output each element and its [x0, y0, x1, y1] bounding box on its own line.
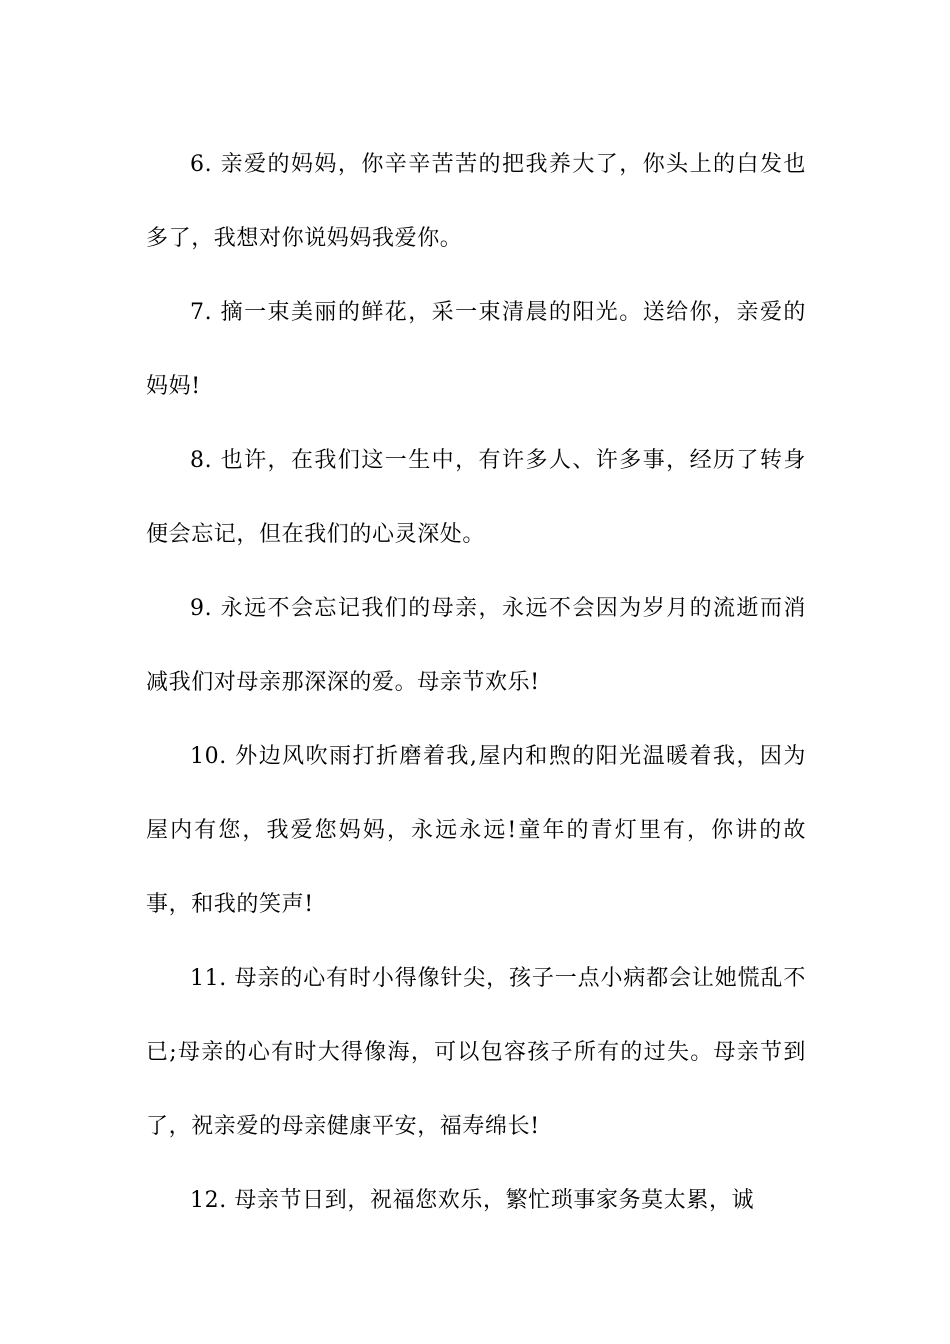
paragraph-9: 9. 永远不会忘记我们的母亲，永远不会因为岁月的流逝而消减我们对母亲那深深的爱。母亲节欢乐!	[146, 596, 806, 695]
paragraph-8: 8. 也许，在我们这一生中，有许多人、许多事，经历了转身便会忘记，但在我们的心灵深处。	[146, 448, 806, 547]
paragraph-12: 12. 母亲节日到，祝福您欢乐，繁忙琐事家务莫太累，诚	[190, 1188, 755, 1213]
paragraph-11: 11. 母亲的心有时小得像针尖，孩子一点小病都会让她慌乱不已;母亲的心有时大得像海，可以包容孩子所有的过失。母亲节到了，祝亲爱的母亲健康平安，福寿绵长!	[146, 966, 806, 1139]
paragraph-7: 7. 摘一束美丽的鲜花，采一束清晨的阳光。送给你，亲爱的妈妈!	[146, 300, 806, 399]
paragraph-6: 6. 亲爱的妈妈，你辛辛苦苦的把我养大了，你头上的白发也多了，我想对你说妈妈我爱你。	[146, 152, 806, 251]
paragraph-10: 10. 外边风吹雨打折磨着我,屋内和煦的阳光温暖着我，因为屋内有您，我爱您妈妈，永远永远!童年的青灯里有，你讲的故事，和我的笑声!	[146, 744, 806, 917]
document-body	[146, 128, 806, 1238]
